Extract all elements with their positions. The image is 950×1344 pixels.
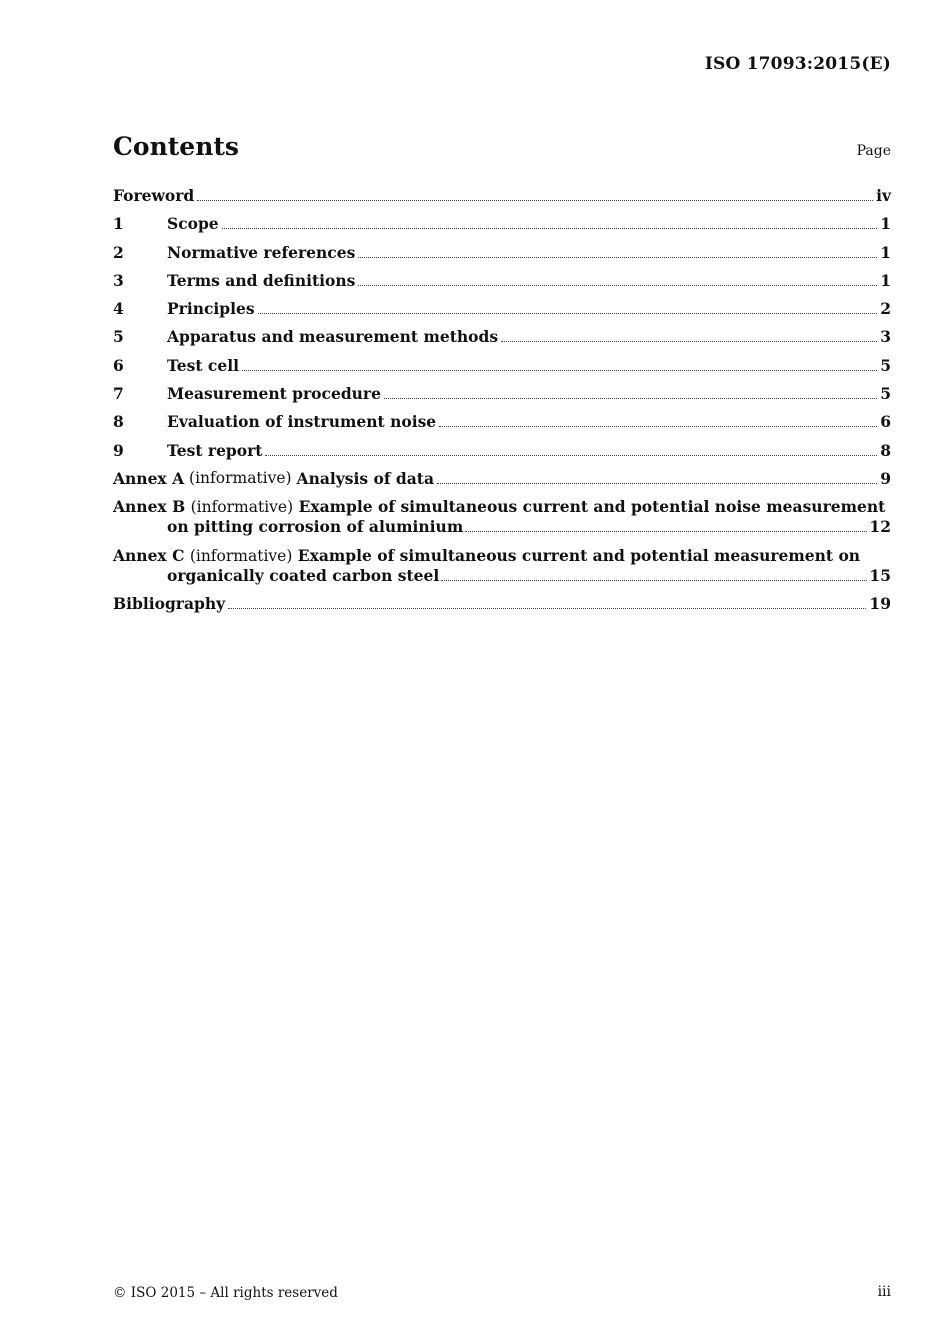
- dot-leader: [501, 341, 877, 342]
- toc-entry-page: iv: [876, 186, 891, 205]
- toc-entry-title: Scope: [167, 214, 219, 234]
- toc-entry-clause-2[interactable]: [113, 243, 891, 262]
- toc-entry-clause-3[interactable]: [113, 271, 891, 290]
- toc-entry-clause-9[interactable]: [113, 441, 891, 460]
- document-id: ISO 17093:2015(E): [704, 54, 891, 74]
- toc-entry-page: 19: [869, 593, 891, 613]
- toc-entry-page: 5: [880, 355, 891, 375]
- toc-entry-title: Example of simultaneous current and potential noise measurement: [298, 497, 886, 517]
- toc-entry-title: Test report: [167, 440, 263, 460]
- toc-entry-title-continued: on pitting corrosion of aluminium: [167, 517, 464, 537]
- toc-entry-number: 4: [113, 299, 124, 319]
- toc-entry-page: 8: [880, 440, 891, 460]
- page-number: iii: [877, 1284, 891, 1300]
- toc-entry-annex-b[interactable]: [113, 497, 891, 536]
- toc-entry-clause-1[interactable]: [113, 214, 891, 233]
- toc-entry-title: Bibliography: [113, 593, 226, 613]
- toc-entry-page: 1: [880, 270, 891, 290]
- toc-entry-page: 6: [880, 412, 891, 432]
- dot-leader: [358, 285, 877, 286]
- toc-entry-number: 9: [113, 440, 124, 460]
- toc-entry-number: 3: [113, 270, 124, 290]
- toc-entry-title: Analysis of data: [296, 468, 435, 488]
- page-column-label: Page: [856, 143, 891, 159]
- toc-entry-page: 9: [880, 468, 891, 488]
- toc-entry-bibliography[interactable]: [113, 594, 891, 613]
- toc-entry-page: 5: [880, 384, 891, 404]
- toc-entry-line-1: [113, 546, 891, 566]
- dot-leader: [384, 398, 877, 399]
- toc-entry-line-1: [113, 497, 891, 517]
- toc-entry-annex-a[interactable]: [113, 469, 891, 488]
- toc-entry-page: 12: [869, 517, 891, 537]
- copyright-notice: © ISO 2015 – All rights reserved: [113, 1285, 338, 1301]
- toc-entry-title: Evaluation of instrument noise: [167, 412, 437, 432]
- dot-leader: [439, 426, 877, 427]
- annex-type: (informative): [189, 546, 293, 565]
- toc-entry-page: 1: [880, 242, 891, 262]
- toc-entry-title: Test cell: [167, 355, 239, 375]
- dot-leader: [441, 580, 867, 581]
- annex-label: Annex C: [113, 545, 185, 565]
- toc-entry-clause-8[interactable]: [113, 412, 891, 431]
- dot-leader: [222, 228, 878, 229]
- toc-entry-clause-4[interactable]: [113, 299, 891, 318]
- dot-leader: [265, 455, 877, 456]
- page-title: Contents: [113, 132, 240, 161]
- dot-leader: [465, 531, 867, 532]
- toc-entry-number: 7: [113, 384, 124, 404]
- annex-type-text: (informative): [189, 468, 292, 487]
- toc-entry-number: 5: [113, 327, 124, 347]
- toc-entry-number: 6: [113, 355, 124, 375]
- toc-entry-number: 1: [113, 214, 124, 234]
- table-of-contents: [113, 186, 891, 622]
- toc-entry-page: 3: [880, 327, 891, 347]
- toc-entry-title: Apparatus and measurement methods: [167, 327, 499, 347]
- toc-entry-title: Terms and definitions: [167, 270, 356, 290]
- toc-entry-number: 8: [113, 412, 124, 432]
- dot-leader: [197, 200, 873, 201]
- toc-entry-number: 2: [113, 242, 124, 262]
- toc-entry-line-2: [113, 566, 891, 585]
- dot-leader: [228, 608, 866, 609]
- dot-leader: [358, 257, 877, 258]
- toc-entry-annex-c[interactable]: [113, 546, 891, 585]
- toc-entry-clause-6[interactable]: [113, 356, 891, 375]
- toc-entry-page: 1: [880, 214, 891, 234]
- annex-type: (informative): [190, 498, 294, 517]
- toc-entry-clause-5[interactable]: [113, 327, 891, 346]
- toc-entry-title: Foreword: [113, 186, 195, 205]
- dot-leader: [242, 370, 877, 371]
- annex-type: [184, 469, 296, 488]
- toc-entry-title: Principles: [167, 299, 255, 319]
- toc-entry-title: Example of simultaneous current and potential measurement on: [297, 545, 861, 565]
- toc-entry-clause-7[interactable]: [113, 384, 891, 403]
- toc-entry-page: 15: [869, 565, 891, 585]
- toc-entry-line-2: [113, 517, 891, 536]
- toc-entry-foreword[interactable]: [113, 186, 891, 205]
- dot-leader: [258, 313, 878, 314]
- toc-entry-title-continued: organically coated carbon steel: [167, 565, 440, 585]
- toc-entry-title: Normative references: [167, 242, 356, 262]
- dot-leader: [437, 483, 877, 484]
- annex-label: Annex B: [113, 497, 186, 517]
- toc-entry-title: Measurement procedure: [167, 384, 381, 404]
- annex-label: Annex A: [113, 468, 185, 488]
- toc-entry-page: 2: [880, 299, 891, 319]
